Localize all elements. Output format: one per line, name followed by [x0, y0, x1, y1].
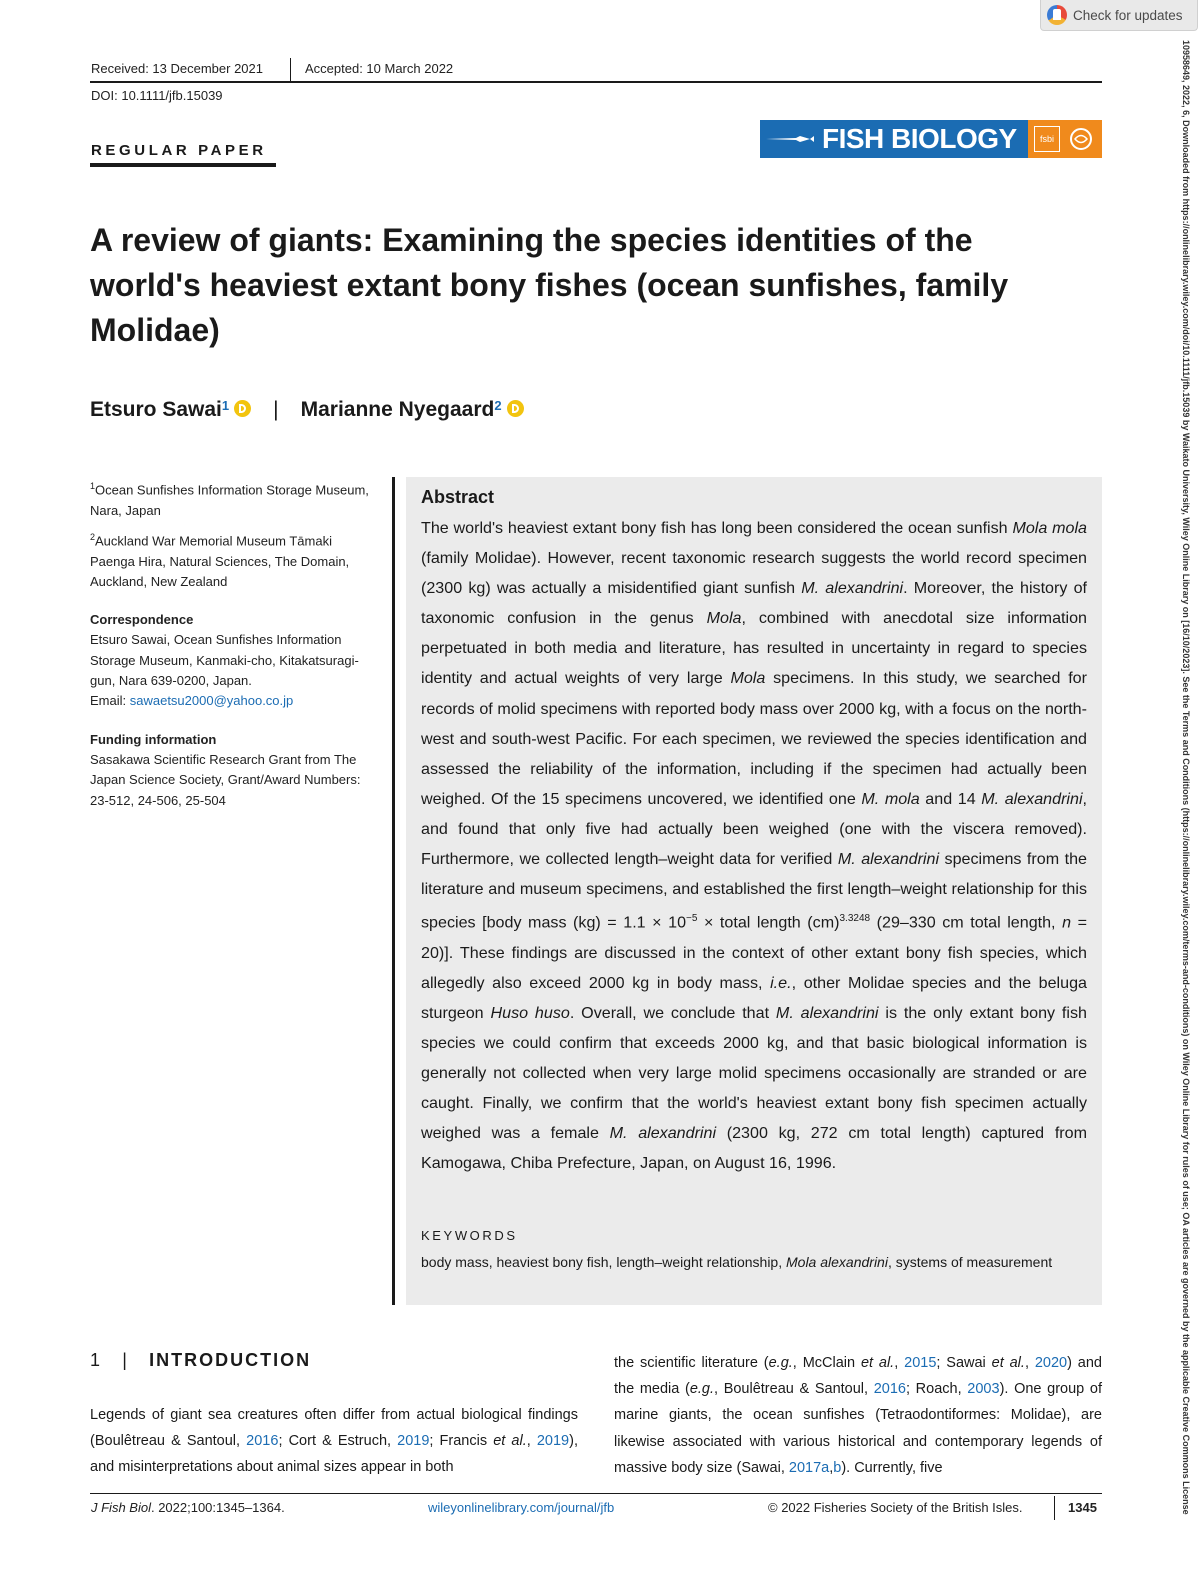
affiliation [90, 527, 380, 592]
section-number: 1 [90, 1350, 102, 1370]
funding-heading: Funding information [90, 731, 217, 747]
page-number: 1345 [1068, 1500, 1097, 1515]
intro-paragraph-right: the scientific literature (e.g., McClain et al., 2015; Sawai et al., 2020) and the media (e.g., Boulêtreau & Santoul, 2016; Roach, 2003). One group of marine giants, the ocean sunfishes (Tetraodontiformes: Molidae), are likewise associated with various historical and contemporary legends of massive body size (Sawai, 2017a,b). Currently, five [614, 1355, 1103, 1476]
citation-link[interactable]: 2016 [246, 1433, 279, 1450]
journal-banner[interactable] [760, 120, 1102, 158]
journal-citation: J Fish Biol. 2022;100:1345–1364. [91, 1500, 285, 1515]
citation-link[interactable]: 2017a [788, 1459, 830, 1476]
paper-type: REGULAR PAPER [91, 142, 267, 159]
society-badge: fsbi [1034, 126, 1060, 152]
journal-url[interactable] [428, 1500, 614, 1515]
section-title: INTRODUCTION [149, 1350, 312, 1370]
funding-text: Sasakawa Scientific Research Grant from The Japan Science Society, Grant/Award Numbers: 23-512, 24-506, 25-504 [90, 751, 361, 808]
download-side-text: 10958649, 2022, 6, Downloaded from https://onlinelibrary.wiley.com/doi/10.1111/jfb.15039 by Waikato University, Wiley Online Library on [16/10/2023]. See the Terms and Conditions (https://onlinelibrary.wiley.com/terms-and-conditions) on Wiley Online Library for rules of use; OA articles are governed by the applicable Creative Commons License [1181, 40, 1191, 1515]
copyright: © 2022 Fisheries Society of the British Isles. [768, 1500, 1023, 1515]
article-info-column [90, 476, 380, 829]
intro-paragraph-left: Legends of giant sea creatures often differ from actual biological findings (Boulêtreau & Santoul, 2016; Cort & Estruch, 2019; Francis et al., 2019), and misinterpretations about animal sizes appear in both [90, 1407, 578, 1476]
journal-title: FISH BIOLOGY [822, 123, 1017, 154]
citation-link[interactable]: b [833, 1459, 842, 1476]
affiliation-number: 1 [90, 481, 96, 491]
affiliation [90, 476, 380, 521]
download-side-notice [1178, 40, 1192, 1540]
received-date: Received: 13 December 2021 [91, 61, 263, 76]
check-for-updates-button[interactable] [1040, 0, 1198, 31]
correspondence-heading: Correspondence [90, 612, 194, 628]
author-affiliation-mark[interactable]: 1 [221, 398, 230, 413]
author-name[interactable]: Etsuro Sawai [90, 398, 222, 421]
author-affiliation-mark[interactable]: 2 [494, 398, 502, 413]
crossmark-icon [1047, 5, 1067, 25]
journal-url-link[interactable]: wileyonlinelibrary.com/journal/jfb [428, 1500, 615, 1515]
citation-link[interactable]: 2020 [1034, 1355, 1068, 1371]
section-separator: | [122, 1350, 129, 1370]
accepted-date: Accepted: 10 March 2022 [305, 61, 454, 76]
correspondence-email-line [90, 691, 380, 711]
abstract-text: The world's heaviest extant bony fish has long been considered the ocean sunfish Mola mola (family Molidae). However, recent taxonomic research suggests the world record specimen (2300 kg) was actually a misidentified giant sunfish M. alexandrini. Moreover, the history of taxonomic confusion in the genus Mola, combined with anecdotal size information perpetuated in both media and literature, has resulted in uncertainty in regard to species identity and actual weights of very large Mola specimens. In this study, we searched for records of molid specimens with reported body mass over 2000 kg, with a focus on the north-west and south-west Pacific. For each specimen, we reviewed the species identification and assessed the reliability of the information, including if the specimen had actually been weighed. Of the 15 specimens uncovered, we identified one M. mola and 14 M. alexandrini, and found that only five had actually been weighed (one with the viscera removed). Furthermore, we collected length–weight data for verified M. alexandrini specimens from the literature and museum specimens, and established the first length–weight relationship for this species [body mass $(kg) = 1.1 \times 10^{-5}$ × total length (cm)$^{3.3248}$ (29–330 cm total length, n = 20)]. These findings are discussed in the context of other extant bony fish species, which allegedly also exceed 2000 kg in body mass, i.e., other Molidae species and the beluga sturgeon Huso huso. Overall, we conclude that M. alexandrini is the only extant bony fish species we could confirm that exceeds 2000 kg, and that basic biological information is generally not collected when very large molid specimens occasionally are stranded or are caught. Finally, we confirm that the world's heaviest extant bony fish specimen actually weighed was a female M. alexandrini (2300 kg, 272 cm total length) captured from Kamogawa, Chiba Prefecture, Japan, on August 16, 1996. [421, 519, 1088, 1173]
check-for-updates-label: Check for updates [1073, 7, 1183, 23]
citation-link[interactable]: 2003 [967, 1381, 1000, 1398]
fish-logo-icon [766, 134, 814, 144]
author-list [90, 398, 530, 422]
paper-type-underline [90, 163, 276, 167]
citation-link[interactable]: 2015 [904, 1355, 937, 1371]
orcid-icon[interactable] [507, 400, 524, 417]
column-rule [392, 477, 395, 1305]
affiliation-text: Ocean Sunfishes Information Storage Museum, Nara, Japan [90, 482, 369, 518]
email-label: Email: [90, 693, 130, 709]
affiliation-text: Auckland War Memorial Museum Tāmaki Paenga Hira, Natural Sciences, The Domain, Auckland, New Zealand [90, 533, 350, 589]
citation-link[interactable]: 2016 [873, 1381, 906, 1398]
section-heading [90, 1350, 311, 1371]
keywords-heading: KEYWORDS [421, 1228, 518, 1243]
correspondence-block [90, 610, 380, 711]
header-separator [290, 58, 291, 81]
orcid-icon[interactable] [234, 400, 251, 417]
society-ring-icon [1068, 126, 1094, 152]
footer-rule [90, 1493, 1102, 1494]
author-separator: | [273, 398, 279, 421]
author-name[interactable]: Marianne Nyegaard [300, 398, 495, 421]
footer-separator [1054, 1496, 1055, 1520]
abstract-heading: Abstract [421, 487, 495, 507]
affiliation-number: 2 [90, 531, 96, 542]
funding-block [90, 730, 380, 811]
email-link[interactable]: sawaetsu2000@yahoo.co.jp [129, 693, 294, 709]
keywords-text: body mass, heaviest bony fish, length–weight relationship, Mola alexandrini, systems of measurement [421, 1254, 1053, 1270]
citation-link[interactable]: 2019 [397, 1433, 430, 1450]
correspondence-text: Etsuro Sawai, Ocean Sunfishes Information Storage Museum, Kanmaki-cho, Kitakatsuragi-gun, Nara 639-0200, Japan. [90, 632, 359, 689]
citation-link[interactable]: 2019 [536, 1433, 570, 1450]
paper-title: A review of giants: Examining the species identities of the world's heaviest extant bony fishes (ocean sunfishes, family Molidae) [90, 222, 1009, 348]
header-rule [90, 81, 1102, 83]
doi: DOI: 10.1111/jfb.15039 [91, 88, 223, 103]
